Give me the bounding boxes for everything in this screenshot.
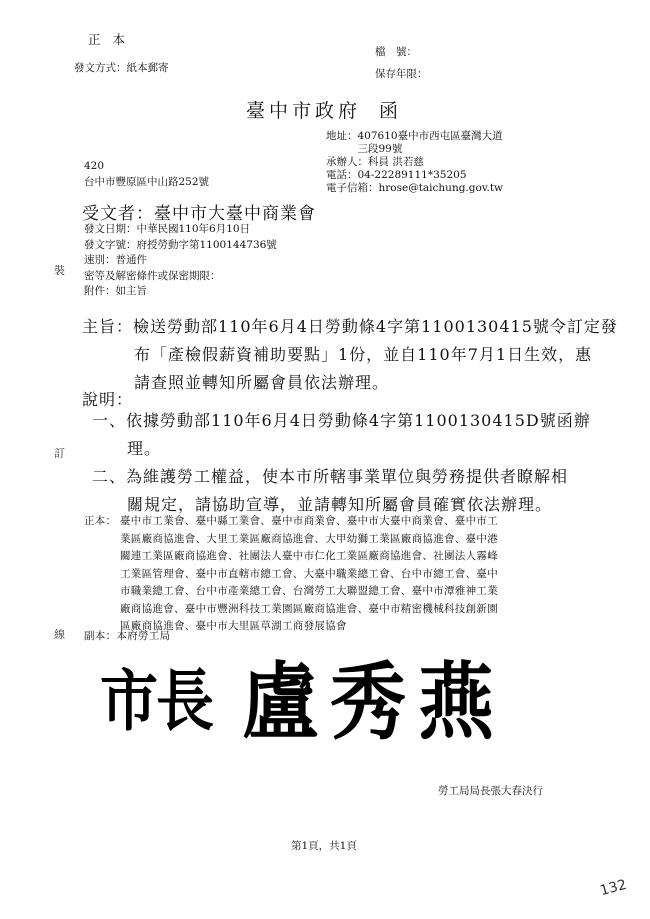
ref-label: 發文字號： xyxy=(84,238,137,251)
attachment-value: 如主旨 xyxy=(115,285,147,297)
recipient-line: 臺中市工業會、臺中縣工業會、臺中市商業會、臺中市大臺中商業會、臺中市工 xyxy=(120,515,498,527)
binding-mark: 訂 xyxy=(54,447,65,460)
explanation-item-cont: 關規定，請協助宣導，並請轉知所屬會員確實依法辦理。 xyxy=(127,495,553,514)
subject-block xyxy=(82,313,618,397)
email-address: hrose@taichung.gov.tw xyxy=(378,182,504,194)
explanation-block xyxy=(92,407,602,519)
recipient-address: 台中市豐原區中山路252號 xyxy=(84,176,210,188)
item-number: 一、 xyxy=(92,411,127,430)
retention-label: 保存年限： xyxy=(375,68,428,80)
doc-kind: 函 xyxy=(379,100,403,122)
recipient-line: 市職業總工會、台中市產業總工會、台灣勞工大聯盟總工會、臺中市潭雅神工業 xyxy=(120,585,498,597)
page-number: 第1頁，共1頁 xyxy=(291,840,357,852)
explanation-item: 一、依據勞動部110年6月4日勞動條4字第1100130415D號函辦 xyxy=(92,411,591,430)
subject-line-2: 布「產檢假薪資補助要點」1份，並自110年7月1日生效，惠 xyxy=(134,345,593,364)
recipient-line: 業區廠商協進會、大里工業區廠商協進會、大甲幼獅工業區廠商協進會、臺中港 xyxy=(120,532,498,545)
send-method: 發文方式：紙本郵寄 xyxy=(74,62,169,74)
recipient-line: 工業區管理會、臺中市直轄市總工會、大臺中職業總工會、台中市總工會、臺中 xyxy=(120,567,498,580)
original-recipients xyxy=(120,513,600,636)
recipient-label: 受文者： xyxy=(82,204,154,224)
handwritten-number: 132 xyxy=(598,876,629,900)
mayor-name: 盧秀燕 xyxy=(242,652,507,751)
mayor-signature xyxy=(100,650,570,751)
contact-person: 科員 洪若慈 xyxy=(368,156,424,168)
speed-label: 速別： xyxy=(84,254,116,266)
phone-number: 04-22289111*35205 xyxy=(357,169,467,181)
explanation-item: 二、為維護勞工權益，使本市所轄事業單位與勞務提供者瞭解相 xyxy=(92,467,569,486)
mayor-title: 市長 xyxy=(100,661,213,740)
copy-label: 副本： xyxy=(84,630,117,642)
doc-meta xyxy=(84,222,277,300)
doc-title xyxy=(246,96,402,123)
explanation-item-cont: 理。 xyxy=(127,439,162,458)
speed-value: 普通件 xyxy=(115,254,147,266)
issue-date: 中華民國110年6月10日 xyxy=(136,223,251,235)
ref-number: 府授勞動字第1100144736號 xyxy=(136,238,277,251)
date-label: 發文日期： xyxy=(84,223,137,235)
recipient xyxy=(82,199,316,224)
item-number: 二、 xyxy=(92,467,127,486)
subject-line-1: 檢送勞動部110年6月4日勞動條4字第1100130415號令訂定發 xyxy=(133,317,618,336)
recipient-name: 臺中市大臺中商業會 xyxy=(154,204,316,224)
copy-recipients xyxy=(84,628,170,646)
copy-value: 本府勞工局 xyxy=(116,630,171,642)
sender-address: 407610臺中市西屯區臺灣大道三段99號 xyxy=(357,130,503,155)
recipient-line: 廠商協進會、臺中市豐洲科技工業園區廠商協進會、臺中市精密機械科技創新園 xyxy=(120,602,498,615)
subject-label: 主旨： xyxy=(82,317,134,336)
copy-type: 正 本 xyxy=(88,32,129,47)
delegation-note: 勞工局局長張大春決行 xyxy=(438,785,543,797)
phone-label: 電話： xyxy=(326,169,358,181)
subject-line-3: 請查照並轉知所屬會員依法辦理。 xyxy=(134,373,390,392)
recipient-line: 區廠商協進會、臺中市大里區草湖工商發展協會 xyxy=(120,620,347,632)
binding-mark: 線 xyxy=(54,628,65,641)
attachment-label: 附件： xyxy=(84,285,116,297)
file-no-label: 檔 號： xyxy=(375,46,417,58)
original-label: 正本： xyxy=(84,515,117,527)
recipient-line: 關連工業區廠商協進會、社團法人臺中市仁化工業區廠商協進會、社團法人霧峰 xyxy=(120,550,498,562)
address-label: 地址： xyxy=(326,130,358,142)
binding-mark: 裝 xyxy=(54,264,65,277)
issuing-org: 臺中市政府 xyxy=(246,100,362,122)
postal-code: 420 xyxy=(84,160,105,172)
security-label: 密等及解密條件或保密期限： xyxy=(84,269,221,282)
sender-block xyxy=(326,130,526,195)
contact-label: 承辦人： xyxy=(326,156,368,168)
explanation-label: 說明： xyxy=(82,390,134,409)
email-label: 電子信箱： xyxy=(326,182,379,194)
